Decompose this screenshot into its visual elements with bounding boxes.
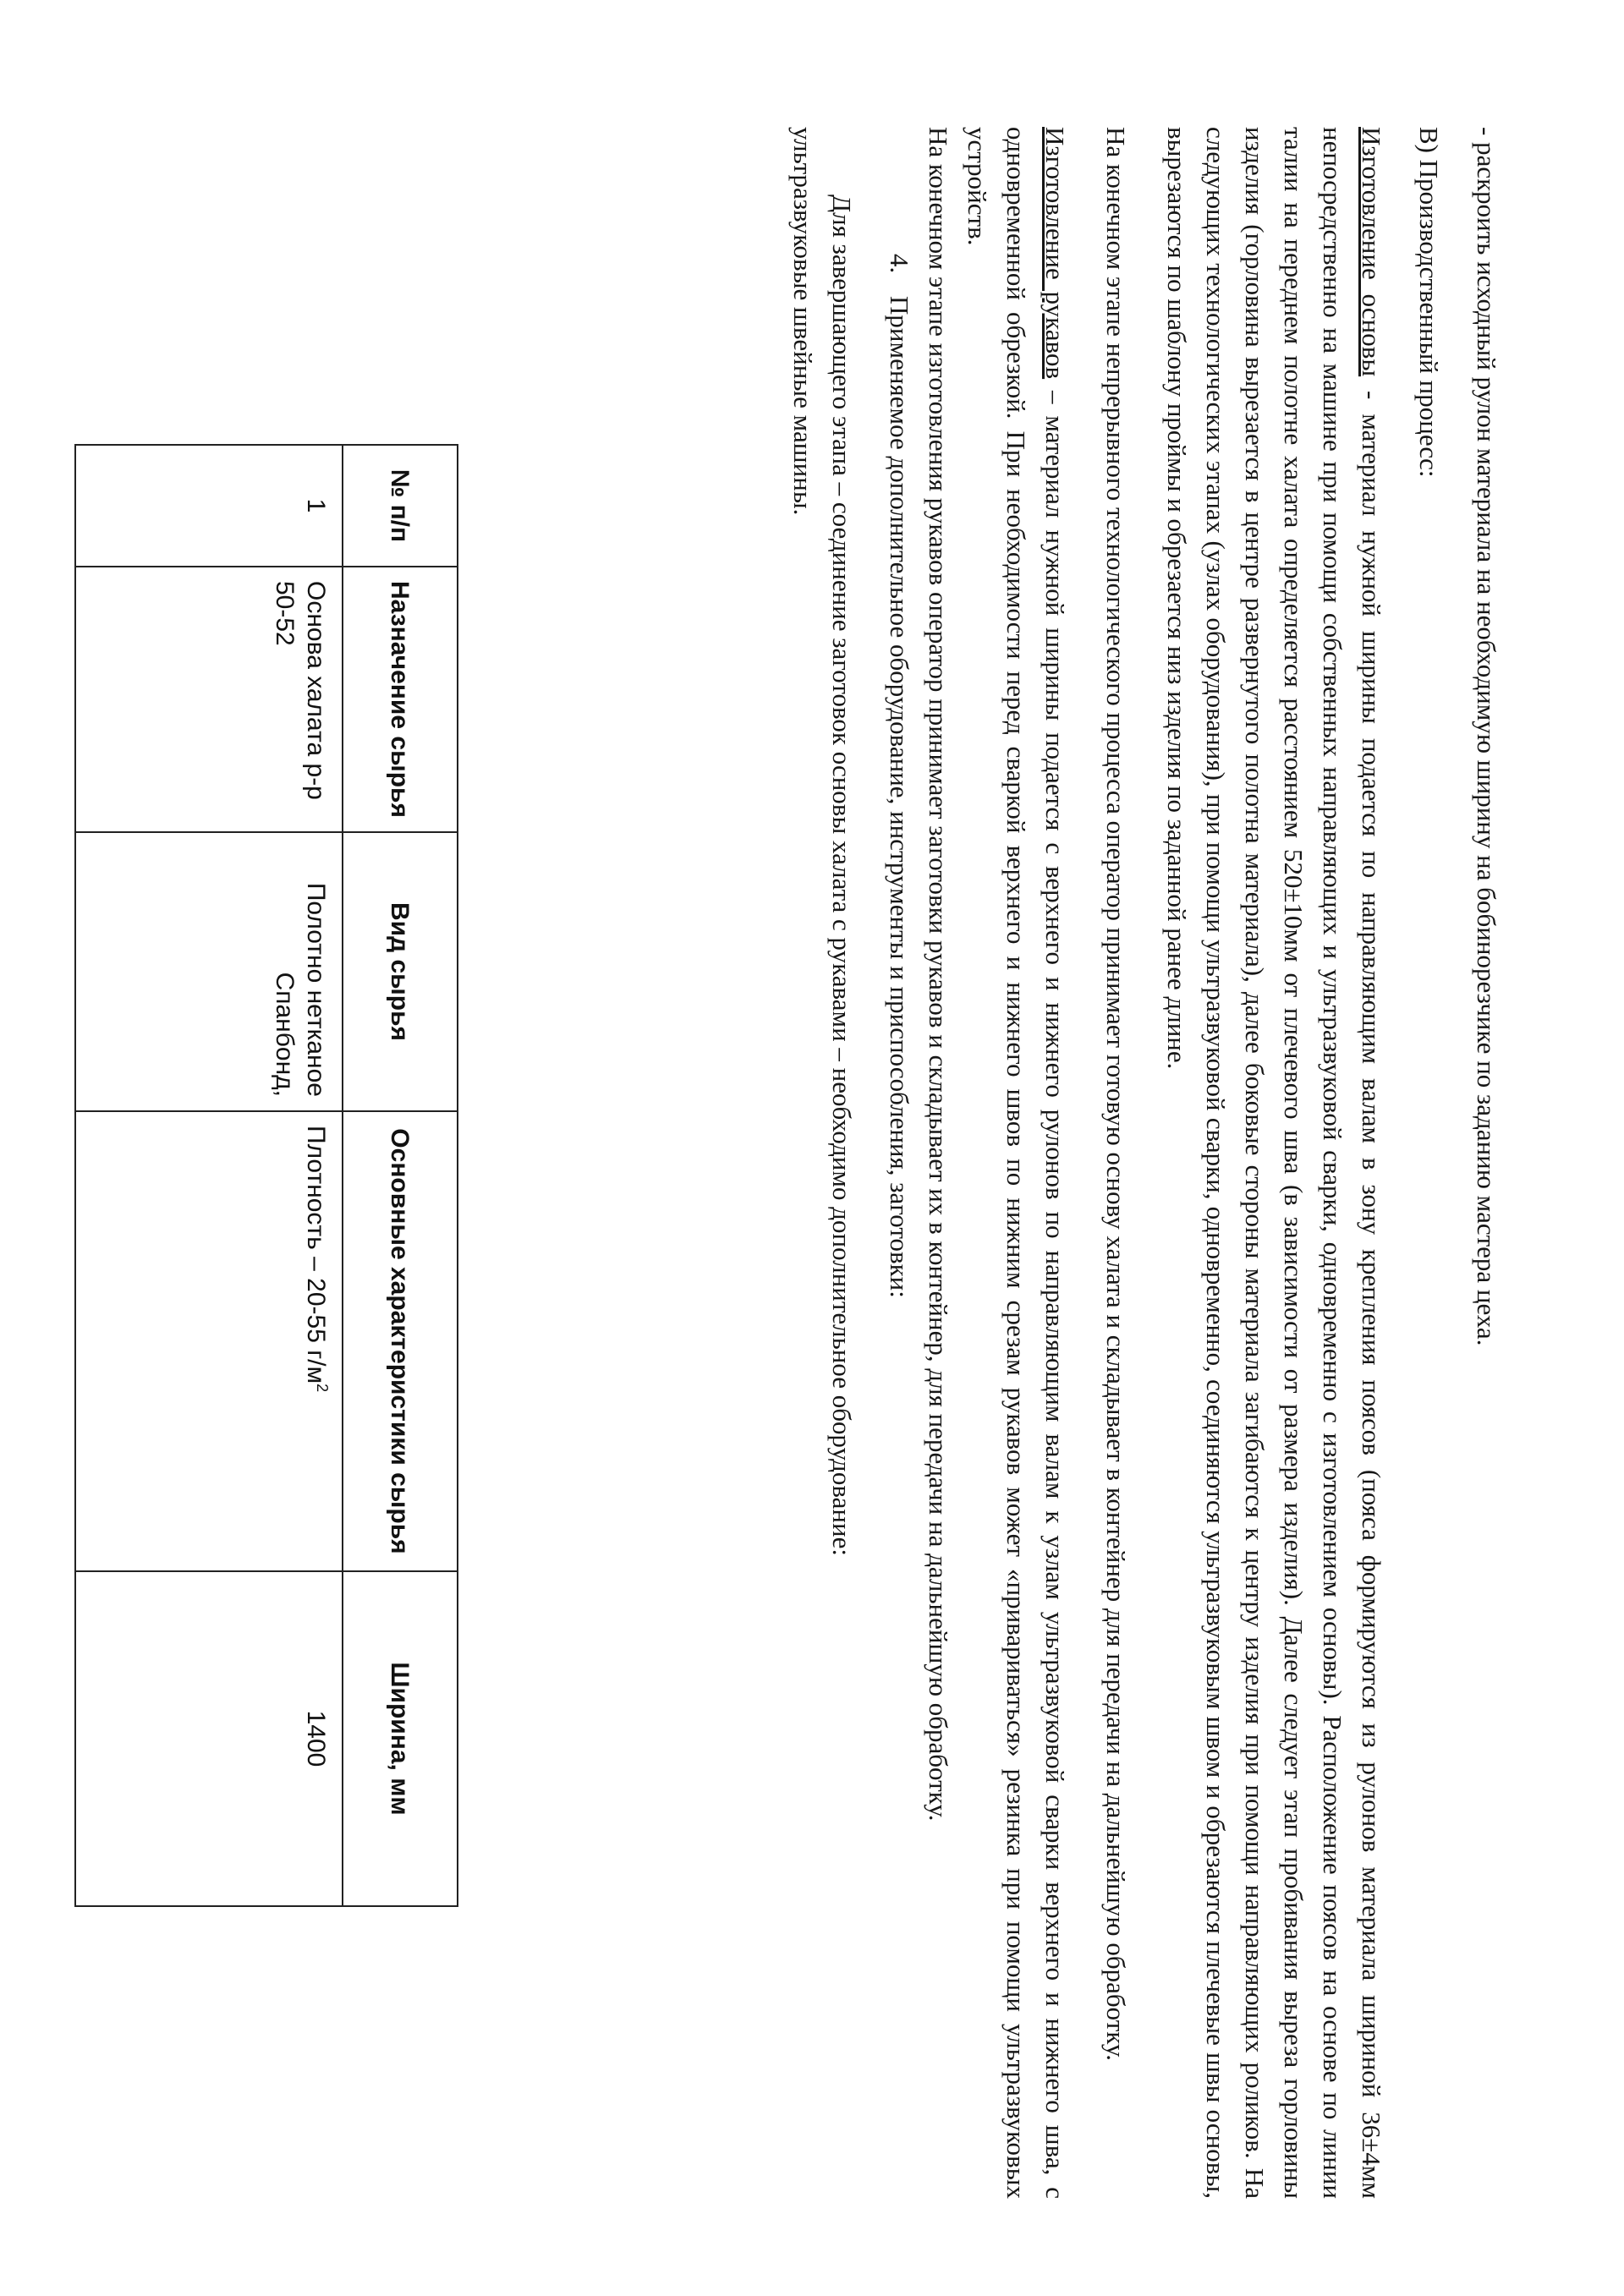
sleeves-final-paragraph: На конечном этапе изготовления рукавов оператор принимает заготовки рукавов и складывает их в контейнер, для передачи на дальнейшую обработку. <box>924 127 953 1822</box>
sleeves-text: – материал нужной ширины подается с верхнего и нижнего рулонов по направляющим валам к узлам ультразвуковой сварки верхнего и нижнего шва, с одновременной обрезкой. При необходимости перед сваркой верхнего и нижнего швов по нижним срезам рукавов может «привариваться» резинка при помощи ультразвуковых устройств. <box>963 127 1070 2199</box>
final-stage-line-2: ультразвуковые швейные машины. <box>788 127 818 516</box>
table-row <box>75 445 343 1906</box>
base-paragraph <box>1157 127 1391 2199</box>
table-header-row <box>343 445 458 1906</box>
section-4-number: 4. <box>885 254 914 274</box>
header-width: Ширина, мм <box>343 1571 458 1906</box>
base-term: Изготовление основы <box>1357 127 1386 377</box>
cell-purpose: Основа халата р-р 50-52 <box>75 567 343 832</box>
cell-characteristics <box>75 1111 343 1571</box>
document-body <box>783 127 1506 2199</box>
cell-width: 1400 <box>75 1571 343 1906</box>
base-text: - материал нужной ширины подается по направляющим валам в зону крепления поясов (пояса формируются из рулонов материала шириной 36±4мм непосредственно на машине при помощи собственных направляющих и ультразвуковой сварки, одновременно с изготовлением основы). Расположение поясов на основе по линии талии на переднем полотне халата определяется расстоянием 520±10мм от плечевого шва (в зависимости от размера изделия). Далее следует этап пробивания выреза горловины изделия (горловина вырезается в центре развернутого полотна материала), далее боковые стороны материала загибаются к центру изделия при помощи направляющих роликов. На следующих технологических этапах (узлах оборудования), при помощи ультразвуковой сварки, одновременно, соединяются ультразвуковым швом и обрезаются плечевые швы основы, вырезаются по шаблону проймы и обрезается низ изделия по заданной ранее длине. <box>1162 127 1386 2199</box>
header-purpose: Назначение сырья <box>343 567 458 832</box>
cell-characteristics-sup: 2 <box>314 1384 331 1393</box>
final-stage-line-1: Для завершающего этапа – соединение заготовок основы халата с рукавами – необходимо дополнительное оборудование: <box>827 195 857 1556</box>
header-characteristics: Основные характеристики сырья <box>343 1111 458 1571</box>
cell-type: Полотно нетканое Спанбонд, <box>75 832 343 1111</box>
intro-paragraph: - раскроить исходный рулон материала на необходимую ширину на бобинорезчике по заданию мастера цеха. <box>1472 127 1501 1346</box>
raw-materials-table <box>74 444 458 1907</box>
section-b-heading: В) Производственный процесс: <box>1414 127 1444 478</box>
sleeves-paragraph <box>957 127 1074 2199</box>
sleeves-term: Изготовление рукавов <box>1040 127 1070 380</box>
base-final-paragraph: На конечном этапе непрерывного технологического процесса оператор принимает готовую основу халата и складывает в контейнер для передачи на дальнейшую обработку. <box>1101 127 1131 2062</box>
header-type: Вид сырья <box>343 832 458 1111</box>
cell-number: 1 <box>75 445 343 567</box>
section-4-heading <box>880 127 919 2199</box>
cell-characteristics-text: Плотность – 20-55 г/м <box>302 1126 330 1384</box>
header-number: № п/п <box>343 445 458 567</box>
section-4-title: Применяемое дополнительное оборудование, инструменты и приспособления, заготовки: <box>885 296 914 1298</box>
